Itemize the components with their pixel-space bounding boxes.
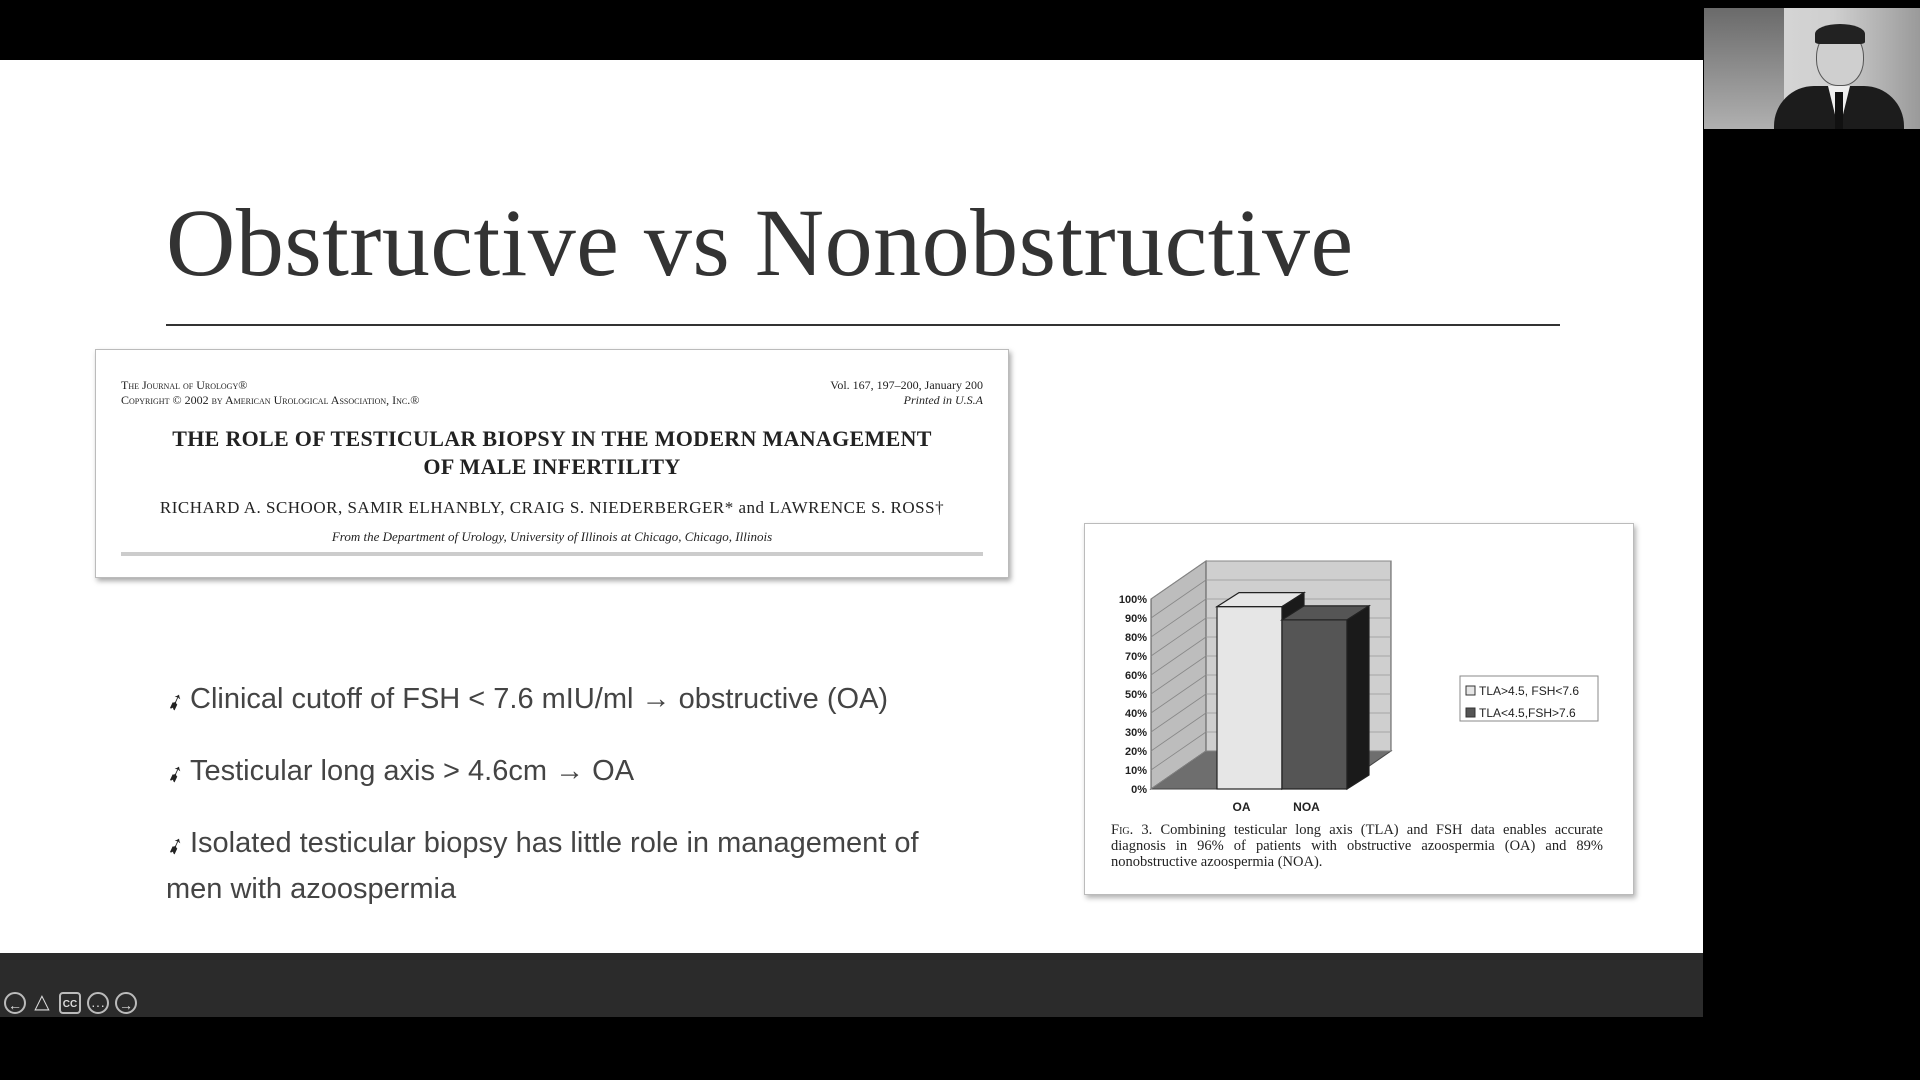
- journal-volume-info: [830, 378, 983, 408]
- y-tick-label: 0%: [1131, 784, 1147, 796]
- figure-panel: [1084, 523, 1634, 895]
- slide-title: Obstructive vs Nonobstructive: [166, 189, 1354, 296]
- bar-oa: [1217, 607, 1282, 789]
- legend-swatch: [1466, 686, 1475, 695]
- journal-printed: Printed in U.S.A: [903, 393, 983, 407]
- x-tick-label: NOA: [1293, 800, 1320, 814]
- y-tick-label: 60%: [1124, 670, 1147, 682]
- arrow-right-icon[interactable]: →: [115, 992, 137, 1014]
- presenter-webcam: [1704, 8, 1920, 129]
- paper-title-line-1: THE ROLE OF TESTICULAR BIOPSY IN THE MODERN MANAGEMENT: [172, 426, 932, 451]
- bullet-arrow-icon: ➹: [162, 758, 189, 789]
- bullet-text: Isolated testicular biopsy has little role in management of men with azoospermia: [166, 827, 919, 905]
- slide: [0, 60, 1703, 953]
- bullet-text: Testicular long axis > 4.6cm → OA: [190, 755, 635, 787]
- paper-excerpt: [95, 349, 1009, 578]
- paper-divider: [121, 552, 983, 556]
- legend-label: TLA>4.5, FSH<7.6: [1479, 684, 1580, 698]
- bar-noa: [1282, 620, 1347, 789]
- y-tick-label: 100%: [1118, 594, 1147, 606]
- y-tick-label: 20%: [1124, 746, 1147, 758]
- paper-affiliation: From the Department of Urology, University of Illinois at Chicago, Chicago, Illinois: [331, 529, 773, 544]
- journal-info: [121, 378, 419, 408]
- legend-label: TLA<4.5,FSH>7.6: [1479, 706, 1576, 720]
- figure-caption-text: Combining testicular long axis (TLA) and FSH data enables accurate diagnosis in 96% of patients with obstructive azoospermia (OA) and 89% nonobstructive azoospermia (NOA).: [1111, 822, 1603, 870]
- bullet-list: [162, 677, 966, 938]
- bullet-item: [162, 749, 966, 795]
- arrow-left-icon[interactable]: ←: [4, 992, 26, 1014]
- bullet-item: [162, 677, 966, 723]
- presentation-control-bar: [0, 953, 1703, 1017]
- bar-side-noa: [1347, 606, 1369, 789]
- y-tick-label: 50%: [1124, 689, 1147, 701]
- y-tick-label: 80%: [1124, 632, 1147, 644]
- bullet-arrow-icon: ➹: [162, 686, 189, 717]
- legend-swatch: [1466, 708, 1475, 717]
- pen-icon[interactable]: △: [34, 991, 50, 1013]
- journal-name: The Journal of Urology®: [121, 378, 248, 392]
- y-tick-label: 30%: [1124, 727, 1147, 739]
- x-tick-label: OA: [1232, 800, 1251, 814]
- paper-authors: RICHARD A. SCHOOR, SAMIR ELHANBLY, CRAIG S. NIEDERBERGER* and LAWRENCE S. ROSS†: [159, 498, 945, 517]
- y-tick-label: 40%: [1124, 708, 1147, 720]
- y-tick-label: 90%: [1124, 613, 1147, 625]
- paper-title: [116, 425, 988, 481]
- bar-chart: [1085, 524, 1633, 824]
- bullet-text: Clinical cutoff of FSH < 7.6 mIU/ml → obstructive (OA): [190, 683, 889, 715]
- bullet-arrow-icon: ➹: [162, 830, 189, 861]
- bullet-item: [162, 821, 966, 912]
- ellipsis-icon[interactable]: ···: [87, 992, 109, 1014]
- y-tick-label: 10%: [1124, 765, 1147, 777]
- cc-button[interactable]: CC: [59, 992, 81, 1014]
- y-tick-label: 70%: [1124, 651, 1147, 663]
- paper-title-line-2: OF MALE INFERTILITY: [423, 454, 681, 479]
- journal-copyright: Copyright © 2002 by American Urological Association, Inc.®: [121, 393, 420, 407]
- journal-volume: Vol. 167, 197–200, January 200: [830, 378, 983, 392]
- figure-caption-prefix: Fig. 3.: [1111, 822, 1153, 838]
- figure-caption: [1111, 822, 1603, 870]
- title-divider: [166, 324, 1560, 326]
